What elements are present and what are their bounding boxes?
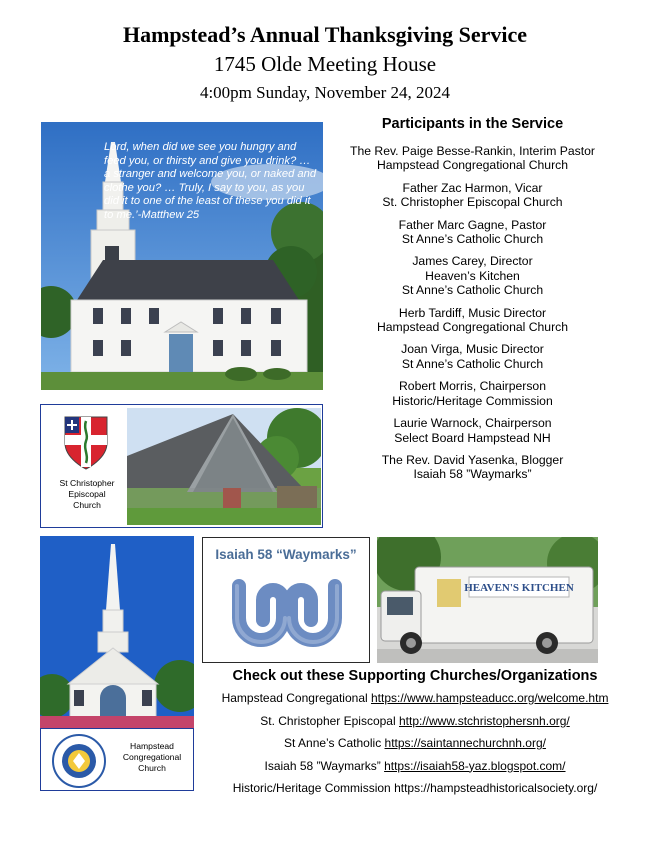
- isaiah-58-logo-title: Isaiah 58 “Waymarks”: [215, 547, 357, 562]
- truck-sign-text: HEAVEN'S KITCHEN: [464, 582, 574, 594]
- st-christopher-label: [44, 478, 130, 511]
- participant-line: Father Zac Harmon, Vicar: [402, 180, 543, 195]
- participant-line: The Rev. David Yasenka, Blogger: [381, 452, 564, 467]
- participant-line: Father Marc Gagne, Pastor: [398, 217, 547, 232]
- org-name: Historic/Heritage Commission: [232, 781, 391, 795]
- participant-line: The Rev. Paige Besse-Rankin, Interim Pastor: [350, 144, 595, 158]
- org-link[interactable]: http://www.stchristophersnh.org/: [399, 713, 570, 728]
- st-christopher-church-photo: [127, 408, 321, 525]
- supporting-item: [200, 781, 630, 795]
- episcopal-shield-icon: [63, 415, 109, 471]
- page-title: Hampstead’s Annual Thanksgiving Service: [122, 22, 528, 47]
- participant-entry: [330, 416, 615, 445]
- participant-line: St Anne’s Catholic Church: [401, 232, 544, 247]
- participant-entry: [330, 379, 615, 408]
- participant-line: St Anne’s Catholic Church: [401, 283, 544, 298]
- participant-entry: [330, 254, 615, 297]
- participant-entry: [330, 144, 615, 173]
- scripture-quote: Lord, when did we see you hungry and feed you, or thirsty and give you drink? … a stranger and welcome you, or naked and clothe you? … Truly, I say to you, as you did it to one of the least of these you did it to me.’-Matthew 25: [104, 141, 317, 221]
- participant-line: Isaiah 58 ”Waymarks”: [413, 467, 532, 482]
- participant-line: Hampstead Congregational Church: [376, 320, 569, 335]
- participant-entry: [330, 181, 615, 210]
- org-link[interactable]: https://saintannechurchnh.org/: [384, 736, 546, 750]
- supporting-item: [200, 759, 630, 773]
- supporting-heading: Check out these Supporting Churches/Organizations: [232, 668, 598, 684]
- participant-line: Select Board Hampstead NH: [394, 430, 551, 445]
- hampstead-congregational-label: [114, 741, 190, 774]
- org-name: St Anne’s Catholic: [284, 736, 382, 750]
- participant-line: Historic/Heritage Commission: [392, 393, 553, 408]
- org-name: St. Christopher Episcopal: [260, 713, 396, 728]
- supporting-item: [200, 691, 630, 705]
- label-line: Hampstead: [130, 741, 174, 751]
- org-name: Isaiah 58 ”Waymarks”: [264, 758, 381, 773]
- participant-line: James Carey, Director: [412, 254, 533, 269]
- org-link[interactable]: https://hampsteadhistoricalsociety.org/: [394, 781, 598, 795]
- participant-entry: [330, 342, 615, 371]
- label-line: Congregational: [122, 752, 182, 762]
- supporting-list: [200, 691, 630, 804]
- participants-list: [330, 144, 615, 490]
- participant-line: Robert Morris, Chairperson: [399, 379, 546, 394]
- participant-entry: [330, 453, 615, 482]
- label-line: Church: [73, 500, 101, 510]
- supporting-item: [200, 736, 630, 750]
- participant-line: Laurie Warnock, Chairperson: [393, 416, 552, 431]
- participants-heading: Participants in the Service: [381, 116, 564, 132]
- label-line: Church: [138, 763, 166, 773]
- participant-line: St Anne’s Catholic Church: [401, 356, 544, 371]
- participant-line: Heaven’s Kitchen: [425, 268, 520, 283]
- participant-line: Herb Tardiff, Music Director: [398, 305, 547, 320]
- because-of-you-seal-icon: [51, 733, 107, 789]
- org-link[interactable]: https://isaiah58-yaz.blogspot.com/: [384, 758, 566, 773]
- heavens-kitchen-truck-photo: [377, 537, 598, 663]
- org-name: Hampstead Congregational: [221, 691, 368, 705]
- participant-line: Joan Virga, Music Director: [401, 342, 544, 357]
- hampstead-congregational-photo: [40, 536, 194, 728]
- page-subtitle: 1745 Olde Meeting House: [213, 52, 437, 76]
- participant-line: St. Christopher Episcopal Church: [382, 195, 563, 210]
- event-datetime: 4:00pm Sunday, November 24, 2024: [199, 83, 451, 102]
- participant-entry: [330, 306, 615, 335]
- label-line: St Christopher: [59, 478, 115, 488]
- label-line: Episcopal: [68, 489, 106, 499]
- waymarks-logo-icon: [225, 568, 349, 654]
- participant-line: Hampstead Congregational Church: [376, 158, 569, 173]
- org-link[interactable]: https://www.hampsteaducc.org/welcome.htm: [371, 691, 609, 705]
- participant-entry: [330, 218, 615, 247]
- supporting-item: [200, 714, 630, 728]
